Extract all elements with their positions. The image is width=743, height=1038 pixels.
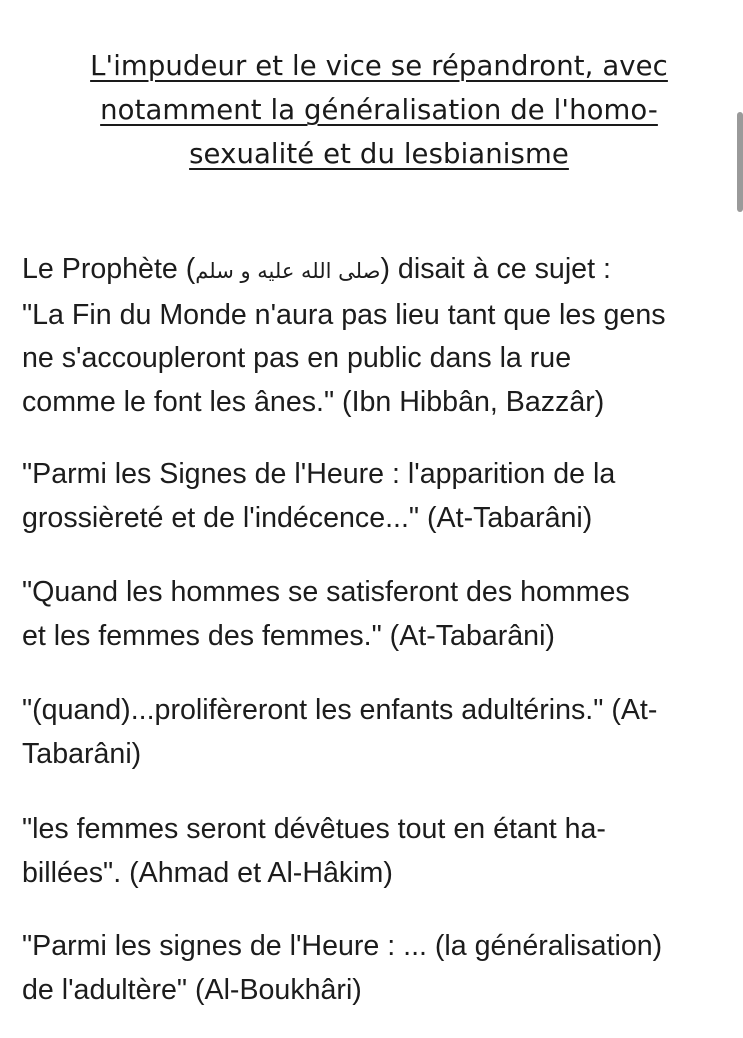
paragraph-line: grossièreté et de l'indécence..." (At-Tabarâni) xyxy=(22,501,593,534)
paragraph-line: "Parmi les Signes de l'Heure : l'apparition de la xyxy=(22,458,616,490)
paragraph-line: "Quand les hommes se satisferont des hommes xyxy=(22,576,630,608)
paragraph-line: ne s'accoupleront pas en public dans la rue xyxy=(22,342,572,374)
intro-suffix: ) disait à ce sujet : xyxy=(380,253,611,285)
scrollbar[interactable] xyxy=(737,112,743,212)
paragraph-line: "Parmi les signes de l'Heure : ... (la généralisation) xyxy=(22,930,663,962)
paragraph-line: billées". (Ahmad et Al-Hâkim) xyxy=(22,856,393,889)
title-line: L'impudeur et le vice se répandront, avec xyxy=(90,50,668,82)
paragraph-line: "La Fin du Monde n'aura pas lieu tant que les gens xyxy=(22,298,666,331)
paragraph-line: comme le font les ânes." (Ibn Hibbân, Bazzâr) xyxy=(22,385,605,418)
paragraph-line: "(quand)...prolifèreront les enfants adultérins." (At- xyxy=(22,694,658,726)
paragraph-line: Tabarâni) xyxy=(22,737,142,770)
paragraph-prophet-saying xyxy=(22,248,666,424)
paragraph-indecency xyxy=(22,453,615,540)
paragraph-line: de l'adultère" (Al-Boukhâri) xyxy=(22,973,362,1006)
paragraph-women-dressed xyxy=(22,808,606,895)
article-title xyxy=(30,44,728,176)
intro-line xyxy=(22,248,666,294)
intro-prefix: Le Prophète ( xyxy=(22,253,196,285)
arabic-salutation: صلى الله عليه و سلم xyxy=(195,259,381,283)
paragraph-adultery xyxy=(22,925,662,1012)
paragraph-children xyxy=(22,689,657,776)
paragraph-men-women xyxy=(22,571,630,658)
paragraph-line: "les femmes seront dévêtues tout en étant ha- xyxy=(22,813,606,845)
title-line: sexualité et du lesbianisme xyxy=(189,138,569,170)
paragraph-line: et les femmes des femmes." (At-Tabarâni) xyxy=(22,619,555,652)
title-line: notamment la généralisation de l'homo- xyxy=(100,94,658,126)
